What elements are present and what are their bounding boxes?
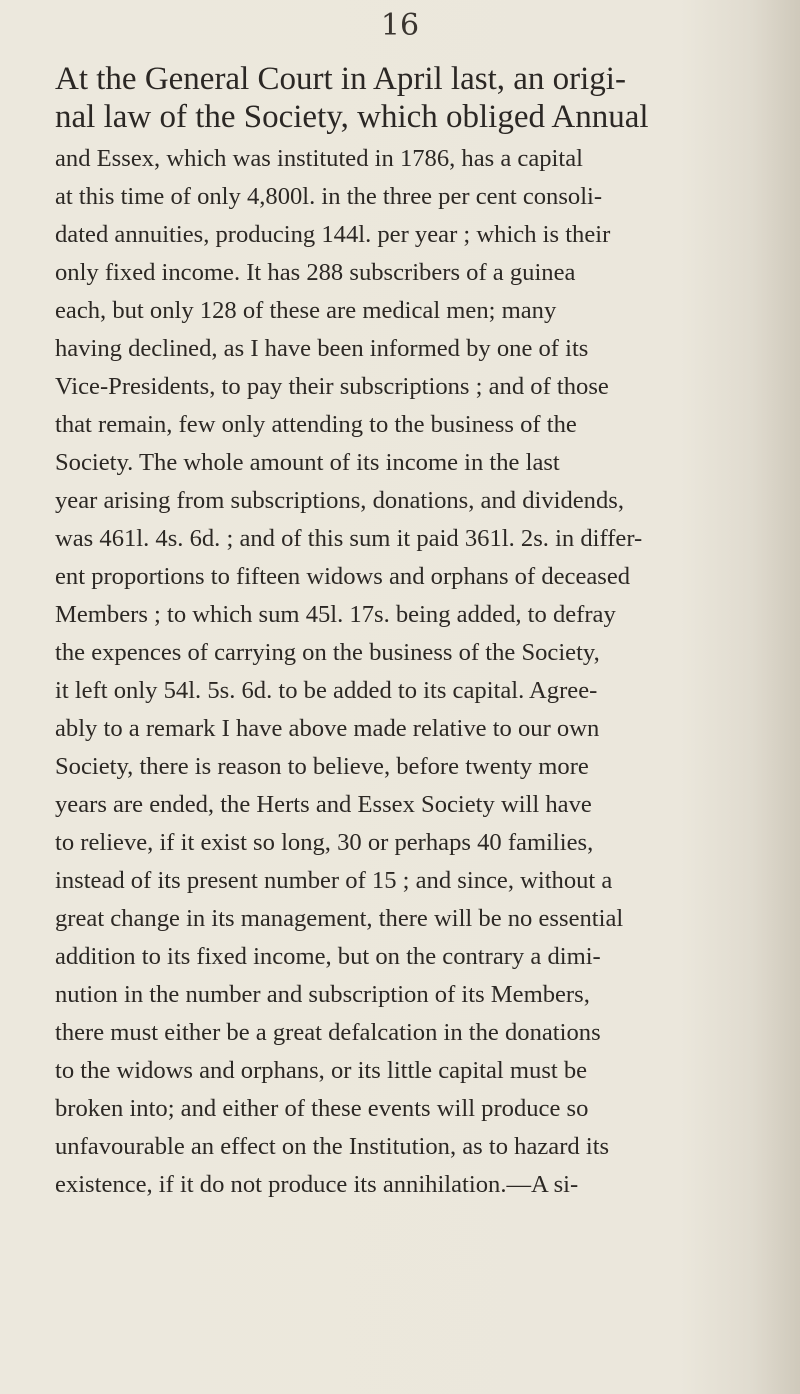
text-line: existence, if it do not produce its annihilation.—A si-	[55, 1171, 579, 1198]
text-line: there must either be a great defalcation in the donations	[55, 1019, 601, 1046]
text-line: Society. The whole amount of its income in the last	[55, 449, 560, 476]
text-line: Members ; to which sum 45l. 17s. being added, to defray	[55, 601, 616, 628]
text-line: each, but only 128 of these are medical men; many	[55, 297, 557, 324]
text-line: great change in its management, there will be no essential	[55, 905, 624, 932]
text-line: instead of its present number of 15 ; and since, without a	[55, 867, 613, 894]
text-line: dated annuities, producing 144l. per year ; which is their	[55, 221, 611, 248]
overlay-notice	[55, 60, 775, 136]
text-line: to the widows and orphans, or its little capital must be	[55, 1057, 588, 1084]
text-line: having declined, as I have been informed by one of its	[55, 335, 589, 362]
text-line: only fixed income. It has 288 subscribers of a guinea	[55, 259, 576, 286]
overlay-notice-line: At the General Court in April last, an origi-	[55, 61, 626, 97]
text-line: was 461l. 4s. 6d. ; and of this sum it paid 361l. 2s. in differ-	[55, 525, 643, 552]
body-text	[55, 140, 785, 1204]
text-line: ably to a remark I have above made relative to our own	[55, 715, 600, 742]
text-line: it left only 54l. 5s. 6d. to be added to its capital. Agree-	[55, 677, 598, 704]
text-line: and Essex, which was instituted in 1786, has a capital	[55, 145, 583, 172]
overlay-notice-line: nal law of the Society, which obliged Annual	[55, 99, 649, 135]
text-line: ent proportions to fifteen widows and orphans of deceased	[55, 563, 631, 590]
text-line: the expences of carrying on the business of the Society,	[55, 639, 600, 666]
text-line: nution in the number and subscription of its Members,	[55, 981, 590, 1008]
text-line: addition to its fixed income, but on the contrary a dimi-	[55, 943, 601, 970]
text-line: years are ended, the Herts and Essex Society will have	[55, 791, 592, 818]
text-line: unfavourable an effect on the Institution, as to hazard its	[55, 1133, 610, 1160]
text-line: to relieve, if it exist so long, 30 or perhaps 40 families,	[55, 829, 594, 856]
text-line: that remain, few only attending to the business of the	[55, 411, 577, 438]
text-line: Society, there is reason to believe, before twenty more	[55, 753, 589, 780]
text-line: Vice-Presidents, to pay their subscriptions ; and of those	[55, 373, 609, 400]
text-line: year arising from subscriptions, donations, and dividends,	[55, 487, 624, 514]
page-number: 16	[380, 8, 420, 43]
text-line: at this time of only 4,800l. in the three per cent consoli-	[55, 183, 603, 210]
text-line: broken into; and either of these events will produce so	[55, 1095, 589, 1122]
